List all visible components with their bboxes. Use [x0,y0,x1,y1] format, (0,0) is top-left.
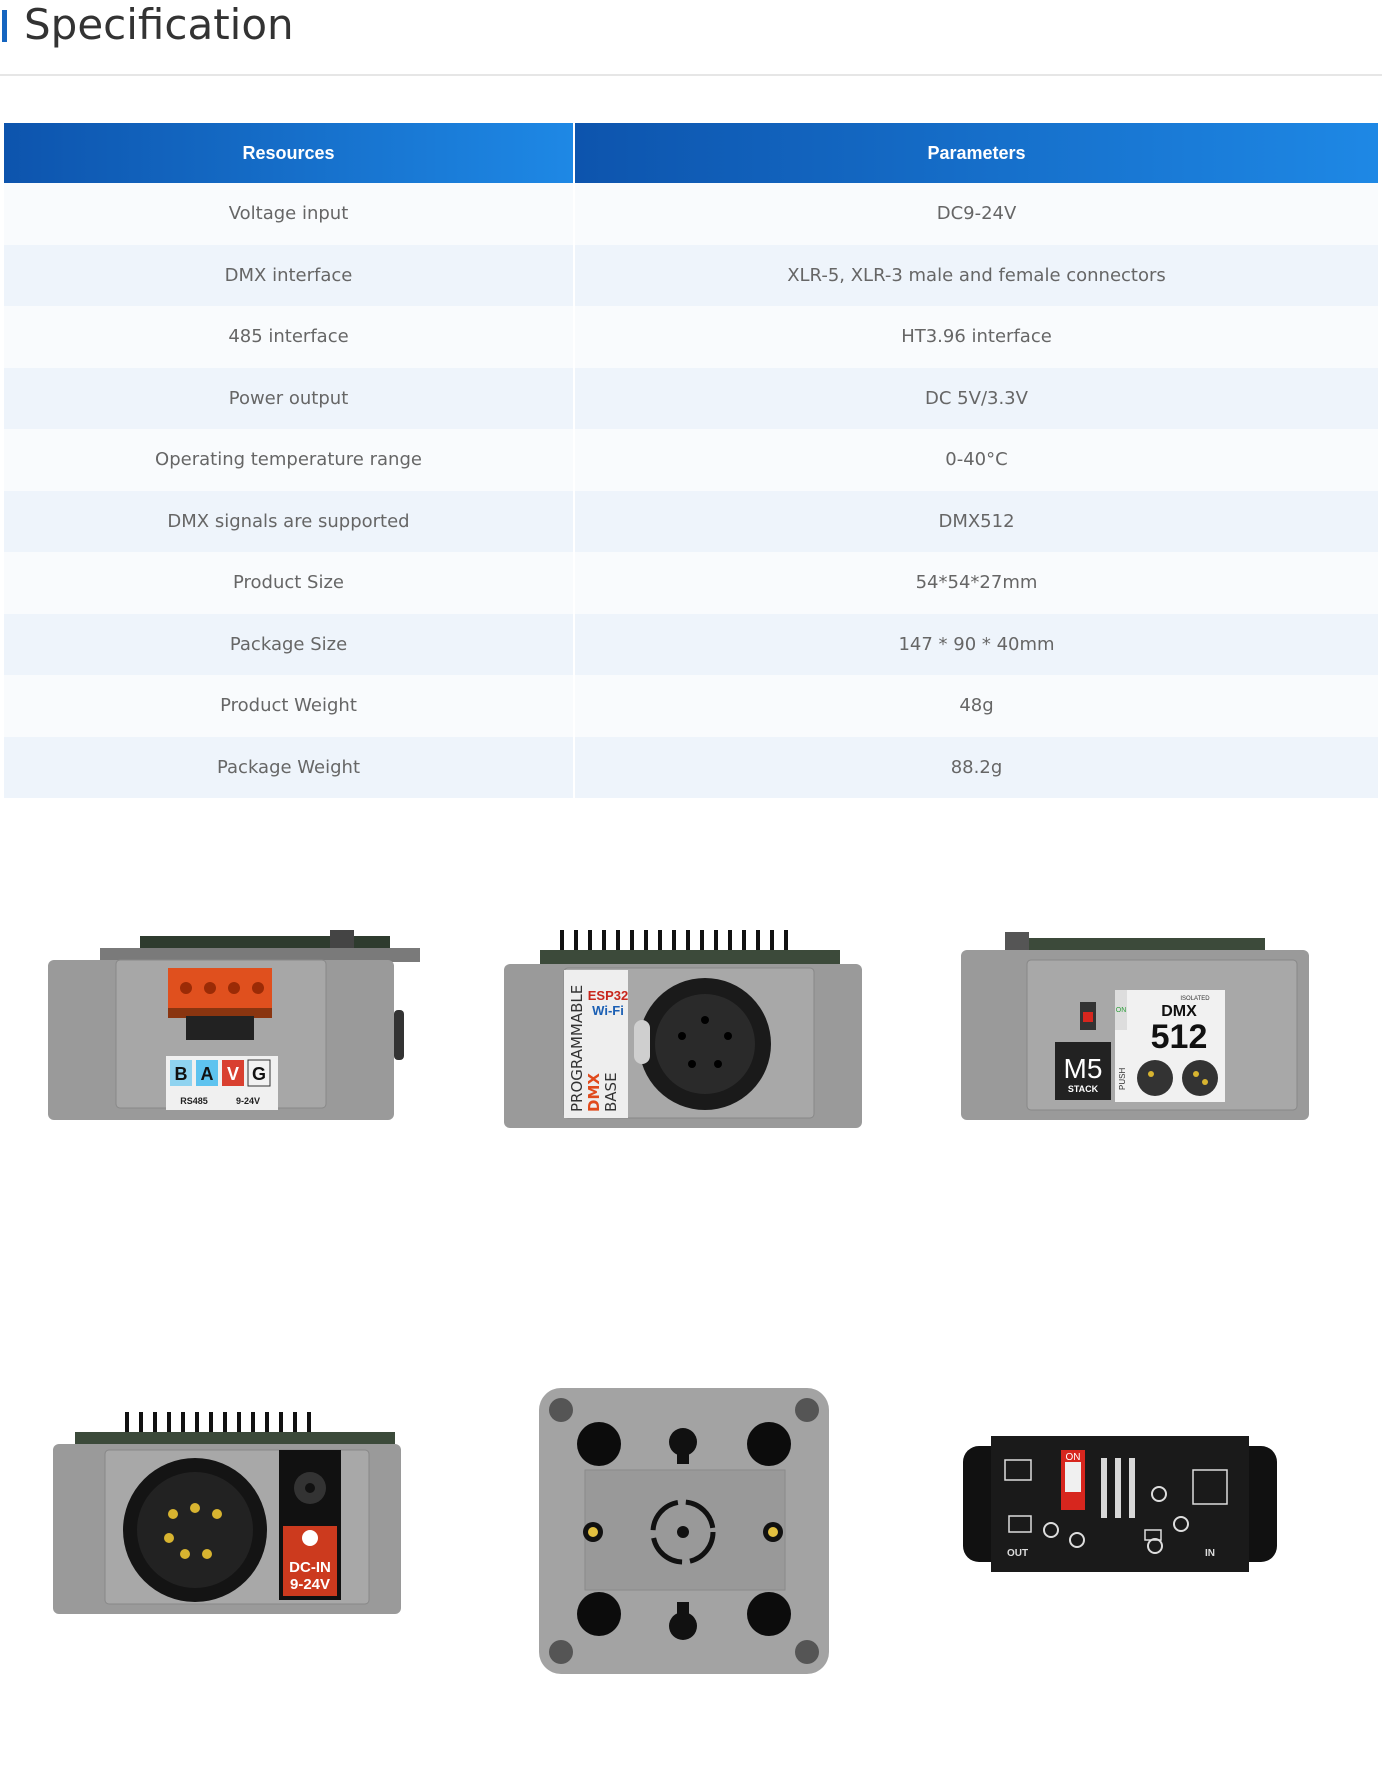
table-row [4,491,1378,553]
voltage-label: 9-24V [235,1096,261,1106]
product-photo-pcb-board [955,1430,1295,1600]
dc-voltage-label: 9-24V [289,1576,331,1593]
base-label: BASE [602,1072,620,1112]
wifi-label: Wi-Fi [592,1003,624,1018]
pcb-out-label: OUT [1007,1548,1029,1559]
resource-cell: Product Size [4,552,574,614]
table-row [4,368,1378,430]
table-row [4,245,1378,307]
dmx-vertical-label: DMX [585,1073,603,1112]
table-row [4,429,1378,491]
on-label: ON [1115,1007,1127,1014]
programmable-label: PROGRAMMABLE [568,984,586,1112]
resource-cell: DMX signals are supported [4,491,574,553]
resource-cell: Voltage input [4,183,574,245]
parameter-cell: 48g [574,675,1378,737]
pin-label-a: A [200,1064,214,1084]
specification-table [4,123,1378,798]
resource-cell: DMX interface [4,245,574,307]
stack-logo: STACK [1067,1084,1099,1094]
table-row [4,737,1378,799]
pcb-in-label: IN [1205,1548,1215,1559]
parameter-cell: XLR-5, XLR-3 male and female connectors [574,245,1378,307]
parameter-cell: 147 * 90 * 40mm [574,614,1378,676]
push-label: PUSH [1118,1067,1127,1090]
page-title: Specification [24,0,294,49]
table-row [4,183,1378,245]
table-row [4,306,1378,368]
dmx-label: DMX [1161,1003,1197,1020]
dmx-512-label: 512 [1150,1018,1208,1056]
parameter-cell: DC9-24V [574,183,1378,245]
parameter-cell: 54*54*27mm [574,552,1378,614]
table-header-row [4,123,1378,183]
isolated-label: ISOLATED [1180,996,1210,1002]
resource-cell: Package Size [4,614,574,676]
section-heading [0,0,1382,76]
product-photo-485-side [40,920,420,1150]
column-header-parameters: Parameters [574,123,1378,183]
parameter-cell: DC 5V/3.3V [574,368,1378,430]
rs485-label: RS485 [180,1096,208,1106]
parameter-cell: DMX512 [574,491,1378,553]
product-photo-bottom-view [515,1380,835,1680]
table-row [4,675,1378,737]
table-row [4,614,1378,676]
m5-logo: M5 [1063,1053,1103,1084]
resource-cell: Power output [4,368,574,430]
resource-cell: Package Weight [4,737,574,799]
pin-label-b: B [174,1064,188,1084]
dc-in-label: DC-IN [289,1559,331,1576]
pin-label-v: V [226,1064,240,1084]
table-row [4,552,1378,614]
pcb-on-label: ON [1065,1452,1081,1463]
resource-cell: Product Weight [4,675,574,737]
parameter-cell: 0-40°C [574,429,1378,491]
parameter-cell: 88.2g [574,737,1378,799]
product-photo-xlr-male-side [45,1410,415,1640]
resource-cell: 485 interface [4,306,574,368]
product-photo-xlr-female-side [500,920,870,1160]
column-header-resources: Resources [4,123,574,183]
resource-cell: Operating temperature range [4,429,574,491]
pin-label-g: G [251,1064,267,1084]
parameter-cell: HT3.96 interface [574,306,1378,368]
heading-accent-bar [2,10,7,42]
esp32-label: ESP32 [587,988,629,1003]
product-photo-panel-side [955,920,1325,1150]
